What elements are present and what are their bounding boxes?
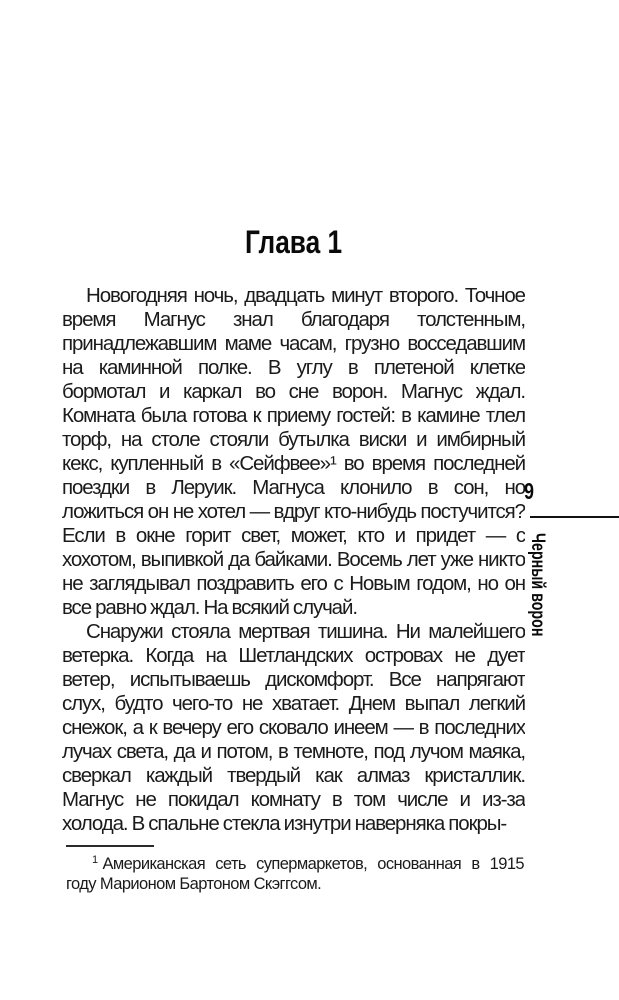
sidebar-divider (530, 516, 619, 518)
chapter-title: Глава 1 (244, 224, 343, 260)
footnote-divider (66, 845, 154, 847)
footnote-text (66, 855, 524, 894)
footnote-body: Американская сеть супермаркетов, основанная в 1915 году Марионом Бартоном Скэггсом. (66, 855, 524, 893)
footnote-marker: 1 (92, 853, 98, 866)
paragraph: Новогодняя ночь, двадцать минут второго. Точное время Магнус знал благодаря толстенным, принадлежавшим маме часам, грузно восседавшим на каминной полке. В углу в плетеной клетке бормотал и каркал во сне ворон. Магнус ждал. Комната была готова к приему гостей: в камине тлел торф, на столе стояли бутылка виски и имбирный кекс, купленный в «Сейфвее»¹ во время последней поездки в Леруик. Магнуса клонило в сон, но ложиться он не хотел — вдруг кто-нибудь постучится? Если в окне горит свет, может, кто и придет — с хохотом, выпивкой да байками. Восемь лет уже никто не заглядывал поздравить его с Новым годом, но он все равно ждал. На всякий случай. (62, 284, 525, 619)
footnote (66, 845, 524, 894)
paragraph: Снаружи стояла мертвая тишина. Ни малейшего ветерка. Когда на Шетландских островах не дует ветер, испытываешь дискомфорт. Все напрягают слух, будто чего-то не хватает. Днем выпал легкий снежок, а к вечеру его сковало инеем — в последних лучах света, да и потом, в темноте, под лучом маяка, сверкал каждый твердый как алмаз кристаллик. Магнус не покидал комнату в том числе и из-за холода. В спальне стекла изнутри наверняка покры- (62, 620, 525, 835)
body-text (62, 284, 525, 851)
page-number: 9 (524, 478, 534, 504)
book-title-vertical: Черный ворон (527, 533, 548, 637)
